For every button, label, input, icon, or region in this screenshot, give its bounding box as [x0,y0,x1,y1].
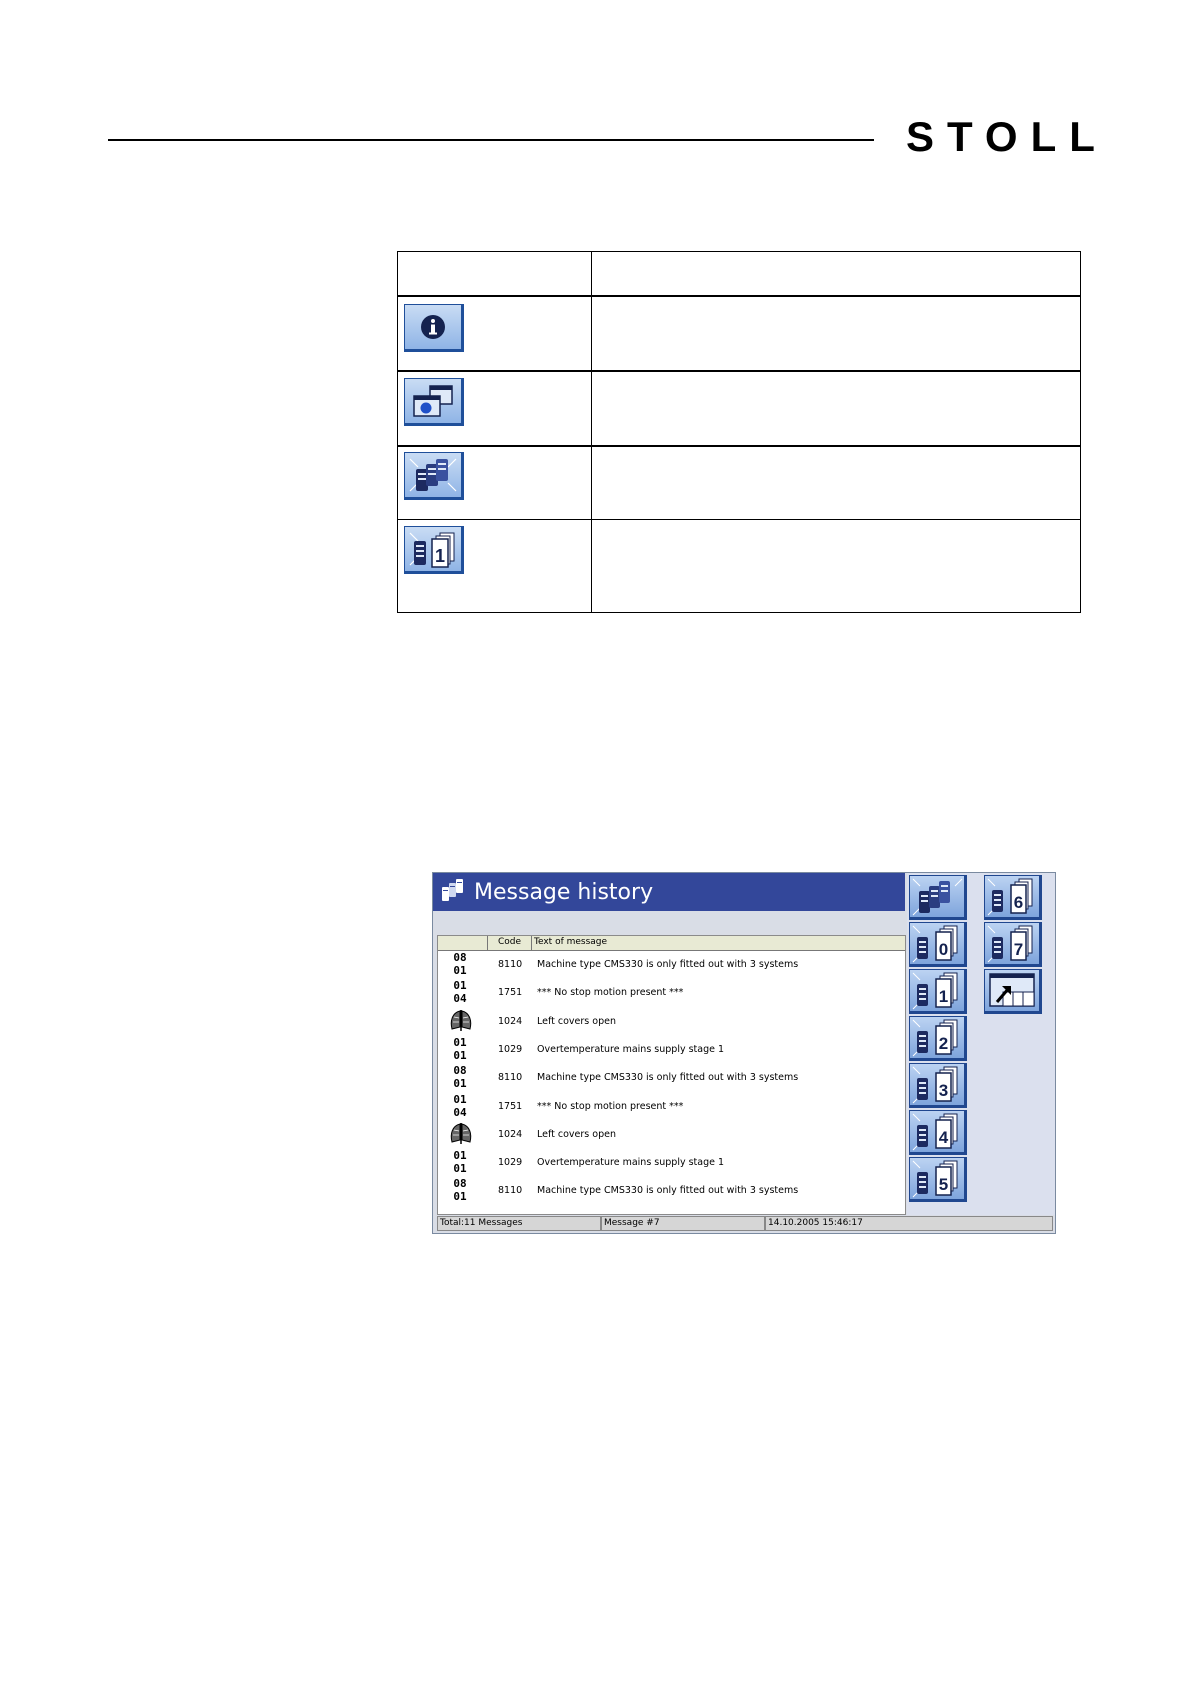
display-08-01-icon [448,1063,472,1090]
table-column-divider [591,252,592,612]
table-row-divider [398,519,1080,520]
system-number: 0 [938,940,949,959]
message-text: Machine type CMS330 is only fitted out with 3 systems [537,1072,799,1084]
message-history-screen [432,872,1056,1234]
system-number: 7 [1013,940,1024,959]
list-item[interactable] [438,1176,905,1203]
list-item[interactable] [438,1007,905,1034]
message-code: 8110 [498,1185,523,1197]
title-bar [433,873,905,911]
svg-text:01: 01 [453,1190,467,1204]
message-text: *** No stop motion present *** [537,1100,684,1112]
system-number: 4 [938,1128,949,1147]
list-item[interactable] [438,1148,905,1175]
system-number: 1 [938,987,949,1006]
column-header-code[interactable]: Code [498,937,522,947]
status-datetime: 14.10.2005 15:46:17 [765,1216,1053,1231]
display-08-01-icon [448,950,472,977]
list-header [438,936,905,951]
icon-table [397,251,1081,613]
svg-text:08: 08 [453,1064,467,1078]
system-0-button[interactable] [909,922,967,967]
message-text: Machine type CMS330 is only fitted out with 3 systems [537,959,799,970]
display-01-04-icon [448,978,472,1005]
message-history-icon [439,877,469,905]
message-code: 1024 [498,1015,523,1027]
window-switch-icon [404,378,464,426]
message-code: 8110 [498,959,523,970]
svg-text:08: 08 [453,951,467,964]
info-icon [404,304,464,352]
table-row-divider [398,370,1080,372]
message-code: 8110 [498,1072,523,1084]
svg-text:01: 01 [453,1077,467,1091]
status-message: Message #7 [601,1216,765,1231]
covers-open-icon [448,1120,472,1147]
message-text: Overtemperature mains supply stage 1 [537,1157,725,1169]
all-systems-button[interactable] [909,875,967,920]
display-01-04-icon [448,1092,472,1119]
list-item[interactable] [438,1035,905,1062]
exit-window-button[interactable] [984,969,1042,1014]
display-08-01-icon [448,1176,472,1203]
system-7-button[interactable] [984,922,1042,967]
table-row-divider [398,445,1080,447]
svg-text:01: 01 [453,1035,467,1049]
message-code: 1029 [498,1043,523,1055]
list-item[interactable] [438,978,905,1005]
svg-text:04: 04 [453,1105,467,1119]
list-item[interactable] [438,1092,905,1119]
covers-open-icon [448,1007,472,1034]
message-text: Overtemperature mains supply stage 1 [537,1043,725,1055]
list-item[interactable] [438,950,905,977]
message-text: *** No stop motion present *** [537,987,684,999]
message-text: Machine type CMS330 is only fitted out with 3 systems [537,1185,799,1197]
message-code: 1751 [498,987,523,999]
system-number: 3 [938,1081,949,1100]
message-list[interactable] [437,935,906,1215]
display-01-01-icon [448,1035,472,1062]
system-3-button[interactable] [909,1063,967,1108]
system-number: 6 [1013,893,1024,912]
system-number: 2 [938,1034,949,1053]
system-4-button[interactable] [909,1110,967,1155]
svg-text:01: 01 [453,1162,467,1176]
svg-text:01: 01 [453,1048,467,1062]
brand-logo: STOLL [906,113,1108,160]
message-text: Left covers open [537,1128,616,1140]
list-item[interactable] [438,1063,905,1090]
display-01-01-icon [448,1148,472,1175]
system-1-button[interactable] [909,969,967,1014]
svg-text:08: 08 [453,1177,467,1191]
system-2-button[interactable] [909,1016,967,1061]
message-code: 1029 [498,1157,523,1169]
message-text: Left covers open [537,1015,616,1027]
svg-text:01: 01 [453,1149,467,1163]
message-history-system-1-icon [404,526,464,574]
column-header-text[interactable]: Text of message [534,937,608,947]
status-total: Total:11 Messages [437,1216,601,1231]
system-6-button[interactable] [984,875,1042,920]
system-number: 5 [938,1175,949,1194]
svg-text:01: 01 [453,964,467,977]
status-bar [437,1216,1053,1231]
header-rule [108,139,874,141]
svg-text:04: 04 [453,992,467,1006]
table-row-divider [398,295,1080,297]
side-button-panel [907,873,1055,1215]
message-code: 1751 [498,1100,523,1112]
message-history-all-icon [404,452,464,500]
message-code: 1024 [498,1128,523,1140]
screen-title: Message history [474,880,654,905]
list-item[interactable] [438,1120,905,1147]
svg-text:01: 01 [453,979,467,993]
system-number: 1 [434,546,446,566]
svg-text:01: 01 [453,1092,467,1106]
system-5-button[interactable] [909,1157,967,1202]
